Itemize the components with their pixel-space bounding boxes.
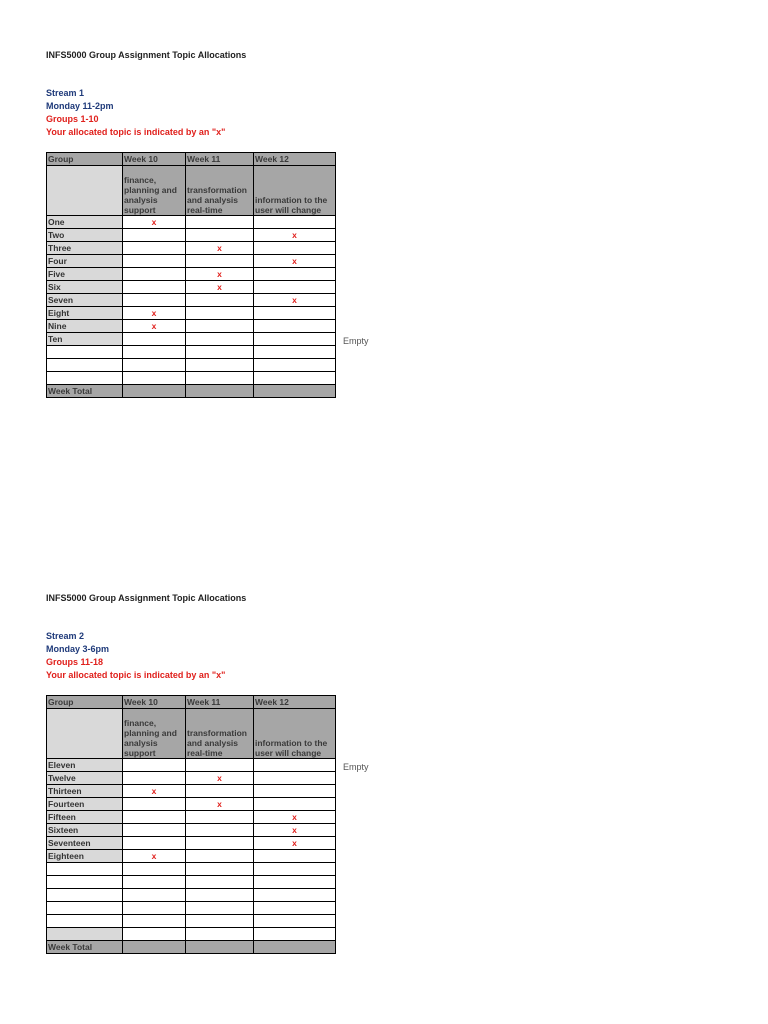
week-10-cell: x — [123, 216, 186, 229]
group-name: One — [47, 216, 123, 229]
stream-label: Stream 2 — [46, 631, 85, 641]
table-row — [47, 876, 336, 889]
week-11-cell: x — [186, 772, 254, 785]
week-11-cell — [186, 216, 254, 229]
week-12-cell — [254, 798, 336, 811]
week-11-cell — [186, 255, 254, 268]
week-12-cell — [254, 772, 336, 785]
week-10-cell — [123, 811, 186, 824]
group-name: Eleven — [47, 759, 123, 772]
topic-week-11: transformation and analysis real-time — [186, 709, 254, 759]
group-range: Groups 1-10 — [46, 114, 99, 124]
week-12-cell — [254, 307, 336, 320]
week-11-cell — [186, 759, 254, 772]
week-12-cell — [254, 242, 336, 255]
week-10-cell — [123, 772, 186, 785]
week-10-cell: x — [123, 850, 186, 863]
week-12-cell — [254, 216, 336, 229]
table-row — [47, 759, 336, 772]
group-name — [47, 372, 123, 385]
group-name: Five — [47, 268, 123, 281]
week-10-cell — [123, 268, 186, 281]
week-12-cell — [254, 928, 336, 941]
topic-week-10: finance, planning and analysis support — [123, 166, 186, 216]
week-11-cell — [186, 294, 254, 307]
week-11-cell — [186, 850, 254, 863]
week-12-cell: x — [254, 255, 336, 268]
header-week-11: Week 11 — [186, 153, 254, 166]
week-10-cell — [123, 346, 186, 359]
week-12-cell: x — [254, 811, 336, 824]
week-10-cell — [123, 255, 186, 268]
group-name: Thirteen — [47, 785, 123, 798]
week-11-cell — [186, 333, 254, 346]
week-10-cell — [123, 863, 186, 876]
week-11-cell — [186, 928, 254, 941]
week-12-cell: x — [254, 824, 336, 837]
week-11-cell: x — [186, 281, 254, 294]
week-11-cell — [186, 229, 254, 242]
group-name: Three — [47, 242, 123, 255]
week-10-cell — [123, 281, 186, 294]
header-week-10: Week 10 — [123, 153, 186, 166]
week-11-cell — [186, 372, 254, 385]
week-12-cell — [254, 889, 336, 902]
table-row — [47, 294, 336, 307]
topic-row — [47, 166, 336, 216]
week-10-cell: x — [123, 307, 186, 320]
topic-week-12: information to the user will change — [254, 166, 336, 216]
group-name: Two — [47, 229, 123, 242]
week-10-cell — [123, 876, 186, 889]
group-name: Twelve — [47, 772, 123, 785]
session-time: Monday 11-2pm — [46, 101, 114, 111]
week-12-cell — [254, 915, 336, 928]
table-row — [47, 242, 336, 255]
table-row — [47, 333, 336, 346]
week-10-cell — [123, 759, 186, 772]
table-row — [47, 811, 336, 824]
group-name: Eight — [47, 307, 123, 320]
stream-label: Stream 1 — [46, 88, 85, 98]
week-12-total — [254, 385, 336, 398]
header-week-12: Week 12 — [254, 153, 336, 166]
week-11-cell — [186, 785, 254, 798]
week-11-cell — [186, 837, 254, 850]
table-row — [47, 824, 336, 837]
week-12-cell — [254, 876, 336, 889]
table-row — [47, 902, 336, 915]
week-total-row — [47, 941, 336, 954]
header-week-10: Week 10 — [123, 696, 186, 709]
table-row — [47, 889, 336, 902]
week-11-cell — [186, 359, 254, 372]
week-10-cell — [123, 824, 186, 837]
week-11-cell — [186, 889, 254, 902]
topic-week-10: finance, planning and analysis support — [123, 709, 186, 759]
group-name: Six — [47, 281, 123, 294]
group-name: Ten — [47, 333, 123, 346]
table-row — [47, 863, 336, 876]
week-10-cell — [123, 928, 186, 941]
week-total-label: Week Total — [47, 385, 123, 398]
week-12-cell — [254, 281, 336, 294]
table-row — [47, 837, 336, 850]
week-10-total — [123, 941, 186, 954]
week-11-cell — [186, 307, 254, 320]
table-row — [47, 359, 336, 372]
header-group: Group — [47, 153, 123, 166]
table-row — [47, 798, 336, 811]
group-name: Seventeen — [47, 837, 123, 850]
week-10-cell — [123, 837, 186, 850]
week-12-cell — [254, 359, 336, 372]
week-12-cell — [254, 346, 336, 359]
week-12-cell — [254, 902, 336, 915]
week-12-cell — [254, 372, 336, 385]
table-row — [47, 785, 336, 798]
week-11-cell: x — [186, 268, 254, 281]
document-title: INFS5000 Group Assignment Topic Allocations — [46, 593, 247, 603]
header-group: Group — [47, 696, 123, 709]
table-row — [47, 268, 336, 281]
group-name: Eighteen — [47, 850, 123, 863]
instruction-text: Your allocated topic is indicated by an "x" — [46, 127, 226, 137]
week-10-cell — [123, 902, 186, 915]
week-11-cell — [186, 346, 254, 359]
group-name: Fifteen — [47, 811, 123, 824]
week-10-cell — [123, 333, 186, 346]
table-row — [47, 915, 336, 928]
week-12-total — [254, 941, 336, 954]
group-name — [47, 346, 123, 359]
group-name — [47, 915, 123, 928]
table-row — [47, 850, 336, 863]
week-11-cell — [186, 915, 254, 928]
table-row — [47, 216, 336, 229]
header-week-12: Week 12 — [254, 696, 336, 709]
week-11-cell — [186, 824, 254, 837]
week-12-cell: x — [254, 294, 336, 307]
table-row — [47, 255, 336, 268]
side-note: Empty — [343, 336, 369, 346]
week-12-cell — [254, 863, 336, 876]
topic-row-label — [47, 166, 123, 216]
week-10-cell — [123, 889, 186, 902]
week-10-cell — [123, 242, 186, 255]
week-10-cell — [123, 294, 186, 307]
week-total-label: Week Total — [47, 941, 123, 954]
table-row — [47, 372, 336, 385]
week-12-cell: x — [254, 229, 336, 242]
week-10-cell: x — [123, 785, 186, 798]
week-10-cell: x — [123, 320, 186, 333]
table-row — [47, 772, 336, 785]
table-row — [47, 229, 336, 242]
group-name — [47, 863, 123, 876]
side-note: Empty — [343, 762, 369, 772]
week-11-cell — [186, 811, 254, 824]
week-total-row — [47, 385, 336, 398]
week-11-cell: x — [186, 242, 254, 255]
week-10-total — [123, 385, 186, 398]
group-name: Four — [47, 255, 123, 268]
week-10-cell — [123, 798, 186, 811]
table-row — [47, 307, 336, 320]
group-name — [47, 359, 123, 372]
week-11-total — [186, 385, 254, 398]
group-name — [47, 876, 123, 889]
group-name — [47, 928, 123, 941]
table-row — [47, 320, 336, 333]
week-12-cell: x — [254, 837, 336, 850]
week-10-cell — [123, 372, 186, 385]
topic-row — [47, 709, 336, 759]
week-11-cell — [186, 876, 254, 889]
table-row — [47, 928, 336, 941]
week-10-cell — [123, 359, 186, 372]
topic-row-label — [47, 709, 123, 759]
group-range: Groups 11-18 — [46, 657, 104, 667]
week-12-cell — [254, 785, 336, 798]
topic-week-12: information to the user will change — [254, 709, 336, 759]
week-10-cell — [123, 229, 186, 242]
session-time: Monday 3-6pm — [46, 644, 110, 654]
week-11-cell — [186, 863, 254, 876]
week-12-cell — [254, 759, 336, 772]
table-row — [47, 281, 336, 294]
table-row — [47, 346, 336, 359]
week-12-cell — [254, 333, 336, 346]
allocation-table — [46, 152, 336, 398]
group-name — [47, 889, 123, 902]
document-title: INFS5000 Group Assignment Topic Allocations — [46, 50, 247, 60]
week-11-cell: x — [186, 798, 254, 811]
week-11-cell — [186, 902, 254, 915]
group-name: Nine — [47, 320, 123, 333]
header-week-11: Week 11 — [186, 696, 254, 709]
instruction-text: Your allocated topic is indicated by an "x" — [46, 670, 226, 680]
header-row — [47, 696, 336, 709]
group-name: Sixteen — [47, 824, 123, 837]
header-row — [47, 153, 336, 166]
group-name — [47, 902, 123, 915]
week-11-cell — [186, 320, 254, 333]
week-11-total — [186, 941, 254, 954]
week-12-cell — [254, 268, 336, 281]
group-name: Fourteen — [47, 798, 123, 811]
week-12-cell — [254, 850, 336, 863]
topic-week-11: transformation and analysis real-time — [186, 166, 254, 216]
group-name: Seven — [47, 294, 123, 307]
week-12-cell — [254, 320, 336, 333]
week-10-cell — [123, 915, 186, 928]
allocation-table — [46, 695, 336, 954]
